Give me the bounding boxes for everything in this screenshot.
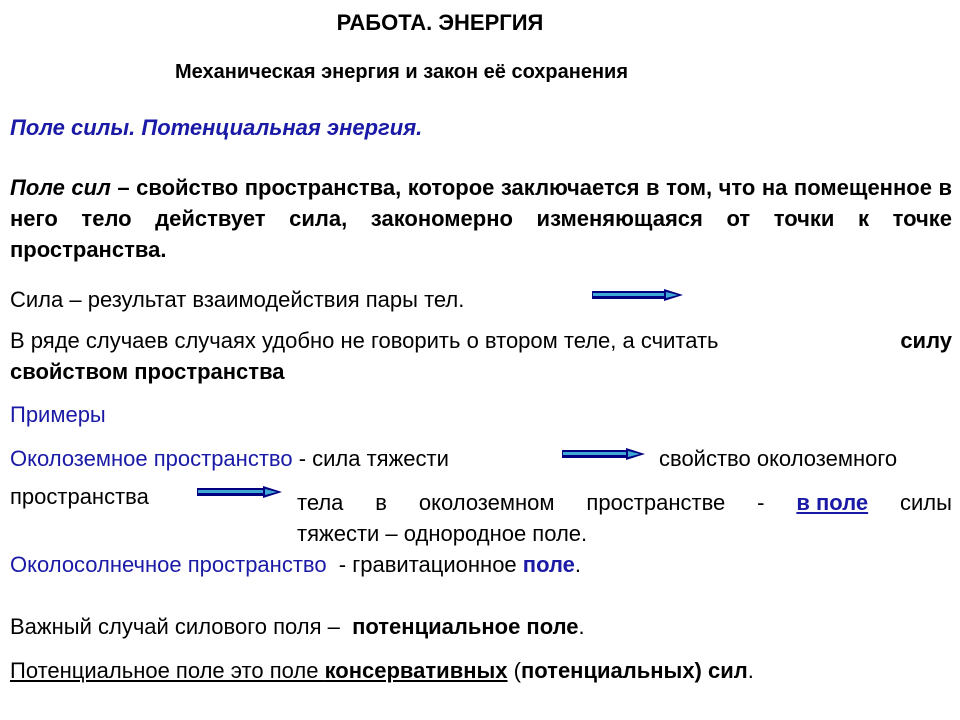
block-word: пространстве [586, 490, 726, 515]
near-sun-mid: - гравитационное [326, 552, 523, 577]
slide-subtitle: Механическая энергия и закон её сохранения [175, 61, 629, 83]
cases-text: В ряде случаев случаях удобно не говорить о втором теле, а считать [10, 328, 719, 353]
right-arrow-icon [562, 447, 646, 461]
block-word: в [375, 490, 387, 515]
cases-paragraph [10, 325, 952, 387]
potential-field-line [10, 658, 754, 684]
near-sun-bold: поле [522, 552, 575, 577]
block-word: - [757, 490, 765, 515]
conservative-word: консервативных [324, 658, 508, 683]
definition-text: – свойство пространства, которое заключается в том, что на помещенное в него тело действует сила, закономерно изменяющаяся от точки к точке пространства. [10, 175, 952, 262]
examples-label: Примеры [10, 402, 106, 427]
right-arrow-icon [592, 288, 684, 302]
block-word: тела [297, 490, 344, 515]
slide-title: РАБОТА. ЭНЕРГИЯ [336, 10, 544, 35]
near-earth-left2: пространства [10, 484, 149, 509]
in-field-link[interactable]: в поле [796, 490, 869, 515]
important-case-text: Важный случай силового поля – [10, 614, 353, 639]
definition-term: Поле сил [10, 175, 111, 200]
important-case-dot: . [578, 614, 585, 639]
block-word: силы [900, 490, 952, 515]
important-case-bold: потенциальное поле [352, 614, 579, 639]
near-earth-block [297, 487, 952, 549]
right-arrow-icon [197, 485, 283, 499]
potential-field-text: Потенциальное поле это поле [10, 658, 325, 683]
potential-forces: потенциальных) сил [520, 658, 748, 683]
near-earth-right: свойство околоземного [659, 446, 898, 471]
near-sun-dot: . [574, 552, 582, 577]
near-earth-label: Околоземное пространство [10, 446, 293, 471]
near-earth-line [10, 446, 449, 472]
definition-paragraph [10, 172, 952, 265]
block-word: околоземном [418, 490, 555, 515]
cases-bold-force: силу [900, 328, 952, 353]
important-case-line [10, 614, 585, 640]
section-heading: Поле силы. Потенциальная энергия. [10, 115, 423, 140]
cases-bold-property: свойством пространства [10, 359, 285, 384]
potential-field-dot: . [747, 658, 754, 683]
near-earth-mid: - сила тяжести [292, 446, 449, 471]
near-sun-label: Околосолнечное пространство [10, 552, 327, 577]
block-line2: тяжести – однородное поле. [297, 521, 588, 546]
force-line: Сила – результат взаимодействия пары тел. [10, 287, 465, 312]
near-sun-line [10, 552, 581, 578]
paren-open: ( [507, 658, 521, 683]
